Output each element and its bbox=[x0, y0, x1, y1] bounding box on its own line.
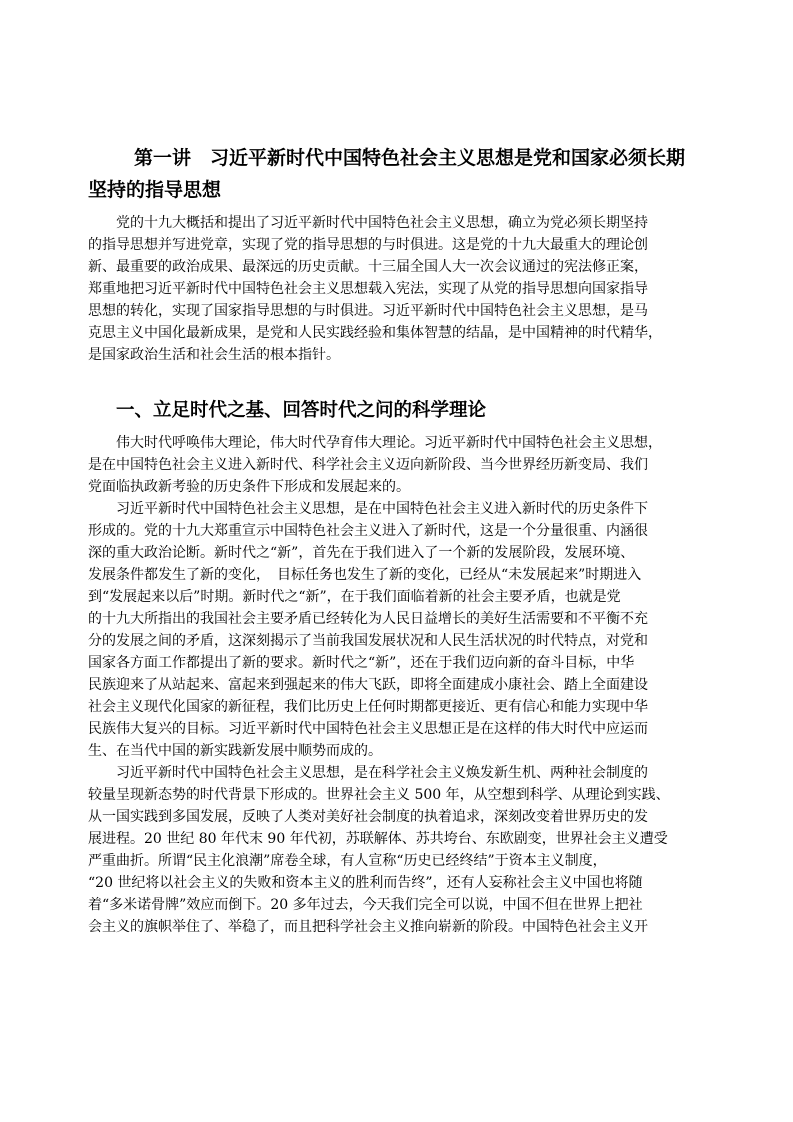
intro-line: 是国家政治生活和社会生活的根本指针。 bbox=[88, 347, 340, 363]
intro-line: 思想的转化，实现了国家指导思想的与时俱进。习近平新时代中国特色社会主义思想，是马 bbox=[88, 303, 648, 319]
paragraph-line: 伟大时代呼唤伟大理论，伟大时代孕育伟大理论。习近平新时代中国特色社会主义思想， bbox=[88, 435, 662, 451]
lecture-title-line-2: 坚持的指导思想 bbox=[88, 179, 222, 201]
paragraph-line: 习近平新时代中国特色社会主义思想，是在科学社会主义焕发新生机、两种社会制度的 bbox=[88, 765, 648, 781]
paragraph-3 bbox=[88, 762, 708, 938]
lecture-title bbox=[88, 142, 708, 206]
paragraph-line: “20 世纪将以社会主义的失败和资本主义的胜利而告终”，还有人妄称社会主义中国也将随 bbox=[88, 875, 643, 891]
intro-line: 新、最重要的政治成果、最深远的历史贡献。十三届全国人大一次会议通过的宪法修正案， bbox=[88, 259, 648, 275]
paragraph-line: 会主义的旗帜举住了、举稳了，而且把科学社会主义推向崭新的阶段。中国特色社会主义开 bbox=[88, 919, 648, 935]
paragraph-line: 展进程。20 世纪 80 年代末 90 年代初，苏联解体、苏共垮台、东欧剧变，世界社会主义遭受 bbox=[88, 831, 668, 847]
paragraph-line: 习近平新时代中国特色社会主义思想，是在中国特色社会主义进入新时代的历史条件下 bbox=[88, 501, 648, 517]
paragraph-2 bbox=[88, 498, 708, 762]
intro-paragraph bbox=[88, 212, 708, 366]
paragraph-line: 发展条件都发生了新的变化， 目标任务也发生了新的变化，已经从“未发展起来”时期进入 bbox=[88, 567, 642, 583]
paragraph-line: 严重曲折。所谓“民主化浪潮”席卷全球，有人宣称“历史已经终结”于资本主义制度， bbox=[88, 853, 607, 869]
paragraph-line: 到“发展起来以后”时期。新时代之“新”，在于我们面临着新的社会主要矛盾，也就是党 bbox=[88, 589, 621, 605]
paragraph-line: 的十九大所指出的我国社会主要矛盾已经转化为人民日益增长的美好生活需要和不平衡不充 bbox=[88, 611, 648, 627]
paragraph-line: 着“多米诺骨牌”效应而倒下。20 多年过去，今天我们完全可以说，中国不但在世界上把社 bbox=[88, 897, 643, 913]
paragraph-1 bbox=[88, 432, 708, 498]
section-heading: 一、立足时代之基、回答时代之问的科学理论 bbox=[116, 400, 487, 421]
paragraph-line: 党面临执政新考验的历史条件下形成和发展起来的。 bbox=[88, 479, 410, 495]
paragraph-line: 形成的。党的十九大郑重宣示中国特色社会主义进入了新时代，这是一个分量很重、内涵很 bbox=[88, 523, 648, 539]
paragraph-line: 民族伟大复兴的目标。习近平新时代中国特色社会主义思想正是在这样的伟大时代中应运而 bbox=[88, 721, 648, 737]
paragraph-line: 社会主义现代化国家的新征程，我们比历史上任何时期都更接近、更有信心和能力实现中华 bbox=[88, 699, 648, 715]
paragraph-line: 国家各方面工作都提出了新的要求。新时代之“新”，还在于我们迈向新的奋斗目标，中华 bbox=[88, 655, 635, 671]
intro-line: 党的十九大概括和提出了习近平新时代中国特色社会主义思想，确立为党必须长期坚持 bbox=[88, 215, 648, 231]
paragraph-line: 深的重大政治论断。新时代之“新”，首先在于我们进入了一个新的发展阶段，发展环境、 bbox=[88, 545, 635, 561]
intro-line: 郑重地把习近平新时代中国特色社会主义思想载入宪法，实现了从党的指导思想向国家指导 bbox=[88, 281, 648, 297]
paragraph-line: 分的发展之间的矛盾，这深刻揭示了当前我国发展状况和人民生活状况的时代特点，对党和 bbox=[88, 633, 648, 649]
paragraph-line: 民族迎来了从站起来、富起来到强起来的伟大飞跃，即将全面建成小康社会、踏上全面建设 bbox=[88, 677, 648, 693]
intro-line: 的指导思想并写进党章，实现了党的指导思想的与时俱进。这是党的十九大最重大的理论创 bbox=[88, 237, 648, 253]
intro-line: 克思主义中国化最新成果，是党和人民实践经验和集体智慧的结晶，是中国精神的时代精华， bbox=[88, 325, 662, 341]
lecture-title-line-1: 第一讲 习近平新时代中国特色社会主义思想是党和国家必须长期 bbox=[134, 147, 686, 169]
paragraph-line: 从一国实践到多国发展，反映了人类对美好社会制度的执着追求，深刻改变着世界历史的发 bbox=[88, 809, 648, 825]
paragraph-line: 是在中国特色社会主义进入新时代、科学社会主义迈向新阶段、当今世界经历新变局、我们 bbox=[88, 457, 648, 473]
paragraph-line: 生、在当代中国的新实践新发展中顺势而成的。 bbox=[88, 743, 382, 759]
paragraph-line: 较量呈现新态势的时代背景下形成的。世界社会主义 500 年，从空想到科学、从理论到实践、 bbox=[88, 787, 670, 803]
